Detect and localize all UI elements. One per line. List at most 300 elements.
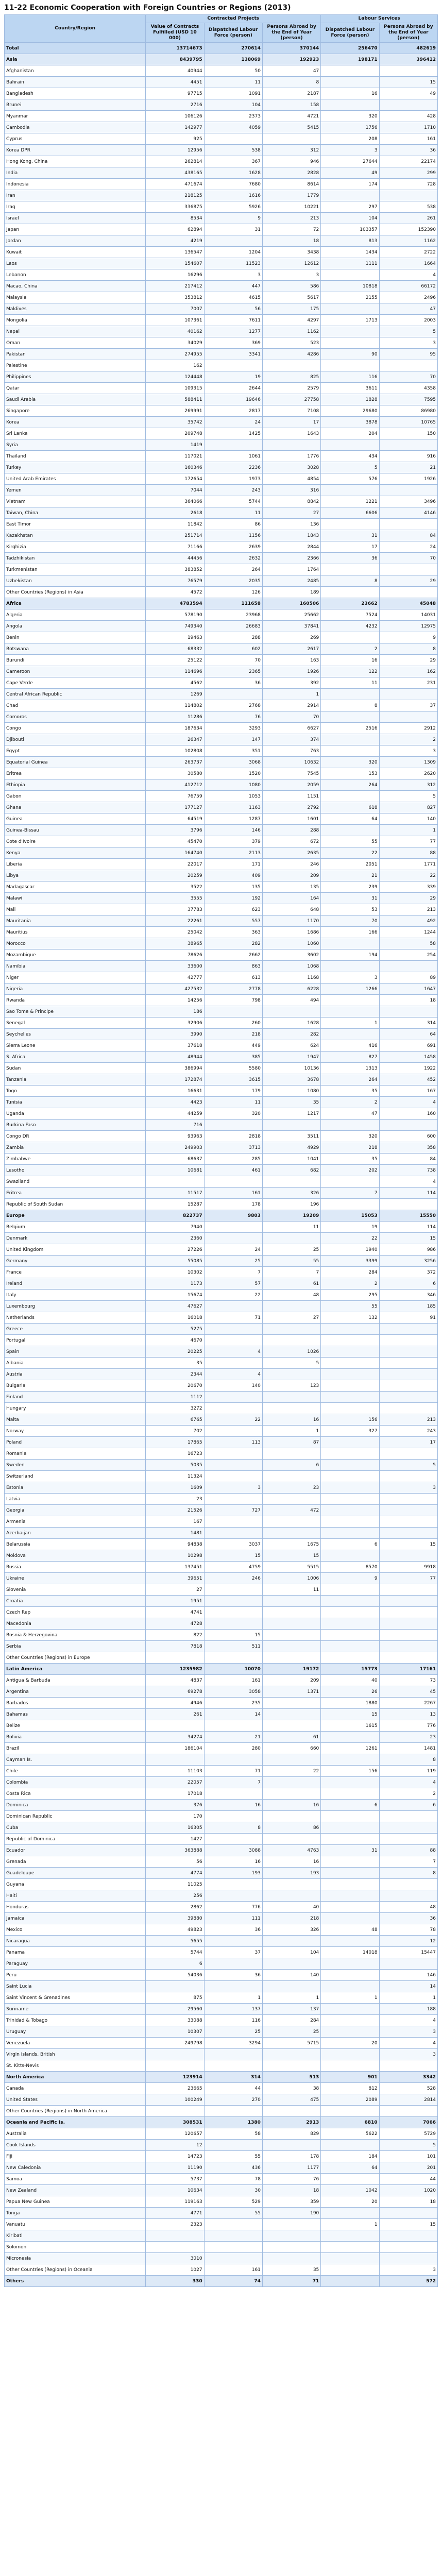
- table-row: [5, 1018, 438, 1029]
- table-row: [5, 972, 438, 984]
- cp-dispatched-cell: [204, 2219, 262, 2230]
- ls-abroad-cell: 1922: [379, 1063, 437, 1074]
- ls-abroad-cell: 452: [379, 1074, 437, 1086]
- country-name: Congo: [5, 723, 146, 734]
- cp-dispatched-cell: 1520: [204, 768, 262, 779]
- cp-abroad-cell: 7108: [262, 405, 320, 417]
- cp-dispatched-cell: 36: [204, 1924, 262, 1936]
- country-name: Seychelles: [5, 1029, 146, 1040]
- table-row: [5, 1176, 438, 1188]
- ls-abroad-cell: 58: [379, 938, 437, 950]
- ls-dispatched-cell: 27644: [321, 156, 379, 167]
- cp-abroad-cell: 1162: [262, 326, 320, 337]
- ls-abroad-cell: 73: [379, 1675, 437, 1686]
- table-row: [5, 1811, 438, 1822]
- country-name: Switzerland: [5, 1471, 146, 1482]
- contracts-value-cell: 17865: [146, 1437, 204, 1448]
- cp-abroad-cell: 1371: [262, 1686, 320, 1698]
- ls-dispatched-cell: 14018: [321, 1947, 379, 1958]
- contracts-value-cell: 69278: [146, 1686, 204, 1698]
- cp-dispatched-cell: 1061: [204, 451, 262, 462]
- cp-dispatched-cell: 140: [204, 1380, 262, 1392]
- ls-dispatched-cell: 1713: [321, 315, 379, 326]
- table-row: [5, 2185, 438, 2196]
- ls-dispatched-cell: [321, 2230, 379, 2242]
- cp-abroad-cell: 6: [262, 1460, 320, 1471]
- table-row: [5, 689, 438, 700]
- cp-dispatched-cell: [204, 360, 262, 371]
- country-name: Kenya: [5, 848, 146, 859]
- table-row: [5, 1834, 438, 1845]
- table-row: [5, 893, 438, 904]
- ls-abroad-cell: 346: [379, 1290, 437, 1301]
- country-name: Russia: [5, 1562, 146, 1573]
- cp-dispatched-cell: 25: [204, 2026, 262, 2038]
- ls-dispatched-cell: 1111: [321, 258, 379, 269]
- cp-dispatched-cell: [204, 1596, 262, 1607]
- country-name: Qatar: [5, 383, 146, 394]
- cp-dispatched-cell: 246: [204, 1573, 262, 1584]
- cp-abroad-cell: 27: [262, 507, 320, 519]
- ls-dispatched-cell: [321, 1335, 379, 1346]
- contracts-value-cell: 37783: [146, 904, 204, 916]
- cp-dispatched-cell: 7611: [204, 315, 262, 326]
- country-name: Maldives: [5, 303, 146, 315]
- ls-abroad-cell: [379, 1448, 437, 1460]
- cp-dispatched-cell: [204, 2230, 262, 2242]
- country-name: Mongolia: [5, 315, 146, 326]
- cp-abroad-cell: [262, 1301, 320, 1312]
- region-row: [5, 1664, 438, 1675]
- table-row: [5, 530, 438, 541]
- cp-dispatched-cell: 3058: [204, 1686, 262, 1698]
- contracts-value-cell: 78626: [146, 950, 204, 961]
- cp-abroad-cell: 2617: [262, 643, 320, 655]
- ls-dispatched-cell: 1221: [321, 496, 379, 507]
- table-row: [5, 2049, 438, 2060]
- contracts-value-cell: 39651: [146, 1573, 204, 1584]
- cp-dispatched-cell: 15: [204, 1630, 262, 1641]
- contracts-value-cell: 217412: [146, 281, 204, 292]
- cp-abroad-cell: 1217: [262, 1108, 320, 1120]
- contracts-value-cell: 23: [146, 1494, 204, 1505]
- cp-abroad-cell: 359: [262, 2196, 320, 2208]
- table-row: [5, 1754, 438, 1766]
- ls-dispatched-cell: [321, 1607, 379, 1618]
- ls-dispatched-cell: [321, 2253, 379, 2264]
- ls-abroad-cell: 15: [379, 2219, 437, 2230]
- cp-abroad-cell: 38: [262, 2083, 320, 2094]
- total-row: [5, 43, 438, 54]
- country-name: Sri Lanka: [5, 428, 146, 439]
- cp-dispatched-cell: 126: [204, 587, 262, 598]
- table-row: [5, 1970, 438, 1981]
- ls-abroad-cell: [379, 1380, 437, 1392]
- ls-dispatched-cell: [321, 1811, 379, 1822]
- ls-abroad-cell: [379, 1199, 437, 1210]
- country-name: Norway: [5, 1426, 146, 1437]
- cp-dispatched-cell: [204, 1006, 262, 1018]
- cp-dispatched-cell: 147: [204, 734, 262, 745]
- cp-dispatched-cell: 511: [204, 1641, 262, 1652]
- cp-dispatched-cell: 2818: [204, 1131, 262, 1142]
- table-row: [5, 1029, 438, 1040]
- cp-abroad-cell: 163: [262, 655, 320, 666]
- cp-abroad-cell: [262, 1630, 320, 1641]
- table-row: [5, 2196, 438, 2208]
- table-row: [5, 1868, 438, 1879]
- country-name: Tonga: [5, 2208, 146, 2219]
- country-name: Jamaica: [5, 1913, 146, 1924]
- cp-dispatched-cell: 11: [204, 1097, 262, 1108]
- ls-dispatched-cell: 8: [321, 575, 379, 587]
- contracts-value-cell: 93963: [146, 1131, 204, 1142]
- cp-dispatched-cell: [204, 133, 262, 145]
- table-row: [5, 247, 438, 258]
- cp-abroad-cell: 70: [262, 711, 320, 723]
- contracts-value-cell: 875: [146, 1992, 204, 2004]
- table-row: [5, 870, 438, 882]
- ls-abroad-cell: 64: [379, 1029, 437, 1040]
- ls-dispatched-cell: [321, 326, 379, 337]
- cp-dispatched-cell: 111: [204, 1913, 262, 1924]
- contracts-value-cell: 15287: [146, 1199, 204, 1210]
- cooperation-table: [4, 14, 438, 2287]
- cp-abroad-cell: 288: [262, 825, 320, 836]
- contracts-value-cell: 10302: [146, 1267, 204, 1278]
- ls-dispatched-cell: [321, 1403, 379, 1414]
- ls-dispatched-cell: [321, 2060, 379, 2072]
- country-name: Cameroon: [5, 666, 146, 677]
- ls-dispatched-cell: 53: [321, 904, 379, 916]
- cp-dispatched-cell: 1616: [204, 190, 262, 201]
- ls-dispatched-cell: [321, 1652, 379, 1664]
- cp-abroad-cell: 8: [262, 77, 320, 88]
- country-name: Chile: [5, 1766, 146, 1777]
- cp-dispatched-cell: 22: [204, 1414, 262, 1426]
- contracts-value-cell: 209748: [146, 428, 204, 439]
- ls-dispatched-cell: [321, 1834, 379, 1845]
- country-name: Guinea: [5, 814, 146, 825]
- country-name: India: [5, 167, 146, 179]
- table-header: [5, 15, 438, 43]
- country-name: East Timor: [5, 519, 146, 530]
- cp-dispatched-cell: 21: [204, 1732, 262, 1743]
- ls-abroad-cell: 312: [379, 779, 437, 791]
- cp-abroad-cell: 829: [262, 2128, 320, 2140]
- table-row: [5, 1460, 438, 1471]
- ls-dispatched-cell: 22: [321, 1233, 379, 1244]
- ls-dispatched-cell: 901: [321, 2072, 379, 2083]
- cp-abroad-cell: [262, 1233, 320, 1244]
- country-name: Laos: [5, 258, 146, 269]
- cp-abroad-cell: 8842: [262, 496, 320, 507]
- cp-abroad-cell: 1686: [262, 927, 320, 938]
- cp-abroad-cell: 2187: [262, 88, 320, 99]
- ls-dispatched-cell: [321, 2174, 379, 2185]
- ls-abroad-cell: 10765: [379, 417, 437, 428]
- ls-dispatched-cell: [321, 632, 379, 643]
- ls-abroad-cell: 1309: [379, 757, 437, 768]
- country-name: Costa Rica: [5, 1788, 146, 1800]
- ls-dispatched-cell: [321, 1120, 379, 1131]
- table-row: [5, 1562, 438, 1573]
- cp-abroad-cell: 1628: [262, 1018, 320, 1029]
- cp-dispatched-cell: 4615: [204, 292, 262, 303]
- country-name: Spain: [5, 1346, 146, 1358]
- country-name: Lesotho: [5, 1165, 146, 1176]
- table-row: [5, 1924, 438, 1936]
- table-row: [5, 1709, 438, 1720]
- cp-abroad-cell: 1776: [262, 451, 320, 462]
- cp-dispatched-cell: [204, 1607, 262, 1618]
- ls-dispatched-cell: 2: [321, 643, 379, 655]
- cp-abroad-cell: 87: [262, 1437, 320, 1448]
- ls-abroad-cell: 600: [379, 1131, 437, 1142]
- contracts-value-cell: 35742: [146, 417, 204, 428]
- ls-abroad-cell: 18: [379, 995, 437, 1006]
- cp-dispatched-cell: [204, 1981, 262, 1992]
- country-name: Italy: [5, 1290, 146, 1301]
- cp-dispatched-cell: 3713: [204, 1142, 262, 1154]
- ls-abroad-cell: [379, 1618, 437, 1630]
- cp-dispatched-cell: [204, 439, 262, 451]
- country-name: Belize: [5, 1720, 146, 1732]
- ls-dispatched-cell: [321, 1958, 379, 1970]
- ls-abroad-cell: [379, 2253, 437, 2264]
- table-row: [5, 303, 438, 315]
- ls-abroad-cell: 728: [379, 179, 437, 190]
- table-row: [5, 1981, 438, 1992]
- table-row: [5, 553, 438, 564]
- ls-abroad-cell: 1926: [379, 473, 437, 485]
- table-row: [5, 281, 438, 292]
- table-row: [5, 814, 438, 825]
- ls-abroad-cell: 5: [379, 1460, 437, 1471]
- country-name: Latin America: [5, 1664, 146, 1675]
- ls-abroad-cell: 88: [379, 848, 437, 859]
- ls-dispatched-cell: 6: [321, 1539, 379, 1550]
- cp-dispatched-cell: 113: [204, 1437, 262, 1448]
- contracts-value-cell: [146, 2242, 204, 2253]
- cp-abroad-cell: 209: [262, 870, 320, 882]
- ls-abroad-cell: 49: [379, 88, 437, 99]
- country-name: Poland: [5, 1437, 146, 1448]
- contracts-value-cell: 16723: [146, 1448, 204, 1460]
- table-row: [5, 757, 438, 768]
- contracts-value-cell: 11286: [146, 711, 204, 723]
- table-row: [5, 2162, 438, 2174]
- ls-abroad-cell: 916: [379, 451, 437, 462]
- ls-dispatched-cell: 55: [321, 1301, 379, 1312]
- country-name: Nicaragua: [5, 1936, 146, 1947]
- table-row: [5, 2151, 438, 2162]
- cp-abroad-cell: 71: [262, 2276, 320, 2287]
- ls-dispatched-cell: [321, 1448, 379, 1460]
- cp-dispatched-cell: 285: [204, 1154, 262, 1165]
- ls-abroad-cell: 5729: [379, 2128, 437, 2140]
- table-row: [5, 258, 438, 269]
- ls-abroad-cell: 77: [379, 1573, 437, 1584]
- ls-dispatched-cell: 1: [321, 1992, 379, 2004]
- table-title: 11-22 Economic Cooperation with Foreign Countries or Regions (2013): [4, 4, 291, 12]
- cp-abroad-cell: 16: [262, 1800, 320, 1811]
- contracts-value-cell: 716: [146, 1120, 204, 1131]
- cp-abroad-cell: [262, 1369, 320, 1380]
- cp-dispatched-cell: 282: [204, 938, 262, 950]
- ls-dispatched-cell: [321, 337, 379, 349]
- cp-abroad-cell: 27: [262, 1312, 320, 1324]
- contracts-value-cell: 3010: [146, 2253, 204, 2264]
- table-row: [5, 1222, 438, 1233]
- table-row: [5, 439, 438, 451]
- ls-abroad-cell: 15: [379, 77, 437, 88]
- cp-dispatched-cell: [204, 1584, 262, 1596]
- contracts-value-cell: 10681: [146, 1165, 204, 1176]
- contracts-value-cell: 76759: [146, 791, 204, 802]
- cp-dispatched-cell: 1053: [204, 791, 262, 802]
- cp-dispatched-cell: 71: [204, 1312, 262, 1324]
- contracts-value-cell: 1609: [146, 1482, 204, 1494]
- ls-dispatched-cell: [321, 1392, 379, 1403]
- cp-dispatched-cell: [204, 2106, 262, 2117]
- table-row: [5, 1052, 438, 1063]
- table-row: [5, 836, 438, 848]
- ls-abroad-cell: [379, 1630, 437, 1641]
- contracts-value-cell: 6765: [146, 1414, 204, 1426]
- ls-abroad-cell: 3496: [379, 496, 437, 507]
- contracts-value-cell: 6: [146, 1958, 204, 1970]
- ls-abroad-cell: 95: [379, 349, 437, 360]
- table-row: [5, 1800, 438, 1811]
- ls-abroad-cell: 776: [379, 1720, 437, 1732]
- country-name: Ethiopia: [5, 779, 146, 791]
- contracts-value-cell: 37618: [146, 1040, 204, 1052]
- cp-dispatched-cell: 1425: [204, 428, 262, 439]
- cp-abroad-cell: [262, 1777, 320, 1788]
- contracts-value-cell: 12: [146, 2140, 204, 2151]
- country-name: Colombia: [5, 1777, 146, 1788]
- cp-dispatched-cell: 22: [204, 1290, 262, 1301]
- cp-dispatched-cell: 58: [204, 2128, 262, 2140]
- cp-abroad-cell: 374: [262, 734, 320, 745]
- ls-dispatched-cell: 5622: [321, 2128, 379, 2140]
- table-row: [5, 1301, 438, 1312]
- ls-dispatched-cell: 26: [321, 1686, 379, 1698]
- contracts-value-cell: 56: [146, 1856, 204, 1868]
- country-name: Cook Islands: [5, 2140, 146, 2151]
- ls-dispatched-cell: 2: [321, 1278, 379, 1290]
- ls-abroad-cell: 37: [379, 700, 437, 711]
- cp-abroad-cell: 2579: [262, 383, 320, 394]
- cp-abroad-cell: 1170: [262, 916, 320, 927]
- country-name: Benin: [5, 632, 146, 643]
- table-row: [5, 1437, 438, 1448]
- cp-dispatched-cell: 270: [204, 2094, 262, 2106]
- ls-dispatched-cell: [321, 1822, 379, 1834]
- table-row: [5, 1120, 438, 1131]
- table-row: [5, 1312, 438, 1324]
- ls-abroad-cell: [379, 1335, 437, 1346]
- contracts-value-cell: 4423: [146, 1097, 204, 1108]
- contracts-value-cell: 702: [146, 1426, 204, 1437]
- country-name: Eritrea: [5, 768, 146, 779]
- cp-abroad-cell: 6627: [262, 723, 320, 734]
- ls-dispatched-cell: [321, 190, 379, 201]
- cp-dispatched-cell: 5926: [204, 201, 262, 213]
- ls-dispatched-cell: [321, 1324, 379, 1335]
- cp-abroad-cell: 682: [262, 1165, 320, 1176]
- contracts-value-cell: 44456: [146, 553, 204, 564]
- region-row: [5, 54, 438, 65]
- country-name: Portugal: [5, 1335, 146, 1346]
- cp-abroad-cell: 15: [262, 1550, 320, 1562]
- table-row: [5, 575, 438, 587]
- cp-dispatched-cell: 192: [204, 893, 262, 904]
- cp-abroad-cell: [262, 2253, 320, 2264]
- contracts-value-cell: 1027: [146, 2264, 204, 2276]
- cp-abroad-cell: [262, 1335, 320, 1346]
- contracts-value-cell: 49823: [146, 1924, 204, 1936]
- contracts-value-cell: 16305: [146, 1822, 204, 1834]
- contracts-value-cell: 35: [146, 1358, 204, 1369]
- country-name: Micronesia: [5, 2253, 146, 2264]
- contracts-value-cell: 26347: [146, 734, 204, 745]
- cp-dispatched-cell: [204, 1720, 262, 1732]
- country-name: Ireland: [5, 1278, 146, 1290]
- cp-dispatched-cell: 367: [204, 156, 262, 167]
- ls-dispatched-cell: [321, 2106, 379, 2117]
- ls-abroad-cell: [379, 1516, 437, 1528]
- ls-dispatched-cell: 156: [321, 1414, 379, 1426]
- contracts-value-cell: 263737: [146, 757, 204, 768]
- cp-abroad-cell: [262, 1720, 320, 1732]
- contracts-value-cell: 34274: [146, 1732, 204, 1743]
- cp-dispatched-cell: 1091: [204, 88, 262, 99]
- ls-dispatched-cell: 31: [321, 1845, 379, 1856]
- cp-dispatched-cell: [204, 1879, 262, 1890]
- ls-dispatched-cell: 156: [321, 1766, 379, 1777]
- cp-dispatched-cell: 2632: [204, 553, 262, 564]
- cp-dispatched-cell: 14: [204, 1709, 262, 1720]
- table-row: [5, 1618, 438, 1630]
- table-row: [5, 1063, 438, 1074]
- ls-abroad-cell: 114: [379, 1222, 437, 1233]
- ls-dispatched-cell: 434: [321, 451, 379, 462]
- country-name: Denmark: [5, 1233, 146, 1244]
- cp-abroad-cell: 1643: [262, 428, 320, 439]
- ls-abroad-cell: [379, 190, 437, 201]
- cp-abroad-cell: 316: [262, 485, 320, 496]
- cp-abroad-cell: 1: [262, 1992, 320, 2004]
- country-name: Peru: [5, 1970, 146, 1981]
- cp-abroad-cell: 1601: [262, 814, 320, 825]
- country-name: Czech Rep: [5, 1607, 146, 1618]
- contracts-value-cell: 109315: [146, 383, 204, 394]
- country-name: Guinea-Bissau: [5, 825, 146, 836]
- cp-abroad-cell: 135: [262, 882, 320, 893]
- ls-dispatched-cell: 48: [321, 1924, 379, 1936]
- contracts-value-cell: 102808: [146, 745, 204, 757]
- table-row: [5, 1890, 438, 1902]
- country-name: Solomon: [5, 2242, 146, 2253]
- contracts-value-cell: 186: [146, 1006, 204, 1018]
- cp-dispatched-cell: [204, 1471, 262, 1482]
- contracts-value-cell: 4946: [146, 1698, 204, 1709]
- ls-abroad-cell: 314: [379, 1018, 437, 1029]
- ls-dispatched-cell: 35: [321, 1086, 379, 1097]
- contracts-value-cell: 33600: [146, 961, 204, 972]
